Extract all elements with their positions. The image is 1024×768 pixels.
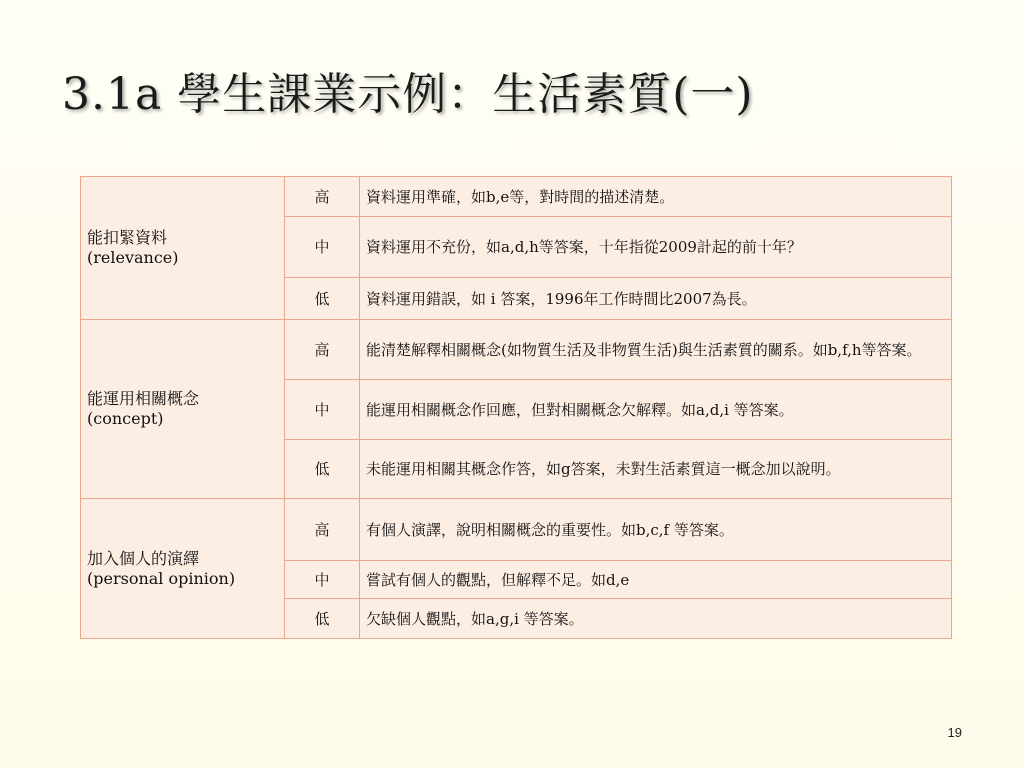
description-cell: 有個人演譯，說明相關概念的重要性。如b,c,f 等答案。 [360,499,952,561]
level-cell: 高 [285,499,360,561]
table-row [81,499,952,561]
criterion-label-en: (concept) [87,409,164,428]
level-cell: 中 [285,561,360,599]
description-cell: 欠缺個人觀點，如a,g,i 等答案。 [360,599,952,639]
description-cell: 資料運用不充份，如a,d,h等答案，十年指從2009計起的前十年？ [360,217,952,278]
criterion-label: 能運用相關概念 [87,389,200,408]
description-cell: 能清楚解釋相關概念(如物質生活及非物質生活)與生活素質的關系。如b,f,h等答案。 [360,320,952,380]
criterion-label-en: (relevance) [87,248,179,267]
description-cell: 資料運用錯誤，如 i 答案，1996年工作時間比2007為長。 [360,278,952,320]
table-row [81,177,952,217]
criterion-cell [81,320,285,499]
description-cell: 未能運用相關其概念作答，如g答案，未對生活素質這一概念加以說明。 [360,440,952,499]
level-cell: 高 [285,177,360,217]
criterion-label: 能扣緊資料 [87,228,168,247]
description-cell: 能運用相關概念作回應，但對相關概念欠解釋。如a,d,i 等答案。 [360,380,952,440]
criterion-label-en: (personal opinion) [87,568,236,588]
level-cell: 低 [285,278,360,320]
table-row [81,320,952,380]
level-cell: 中 [285,217,360,278]
description-cell: 嘗試有個人的觀點，但解釋不足。如d,e [360,561,952,599]
level-cell: 中 [285,380,360,440]
level-cell: 低 [285,599,360,639]
criterion-label: 加入個人的演繹 [87,548,200,568]
criterion-cell [81,499,285,639]
slide-title: 3.1a 學生課業示例：生活素質(一) [62,69,754,120]
rubric-table [80,176,952,639]
page-number: 19 [947,725,962,740]
description-cell: 資料運用準確，如b,e等，對時間的描述清楚。 [360,177,952,217]
level-cell: 低 [285,440,360,499]
level-cell: 高 [285,320,360,380]
criterion-cell [81,177,285,320]
